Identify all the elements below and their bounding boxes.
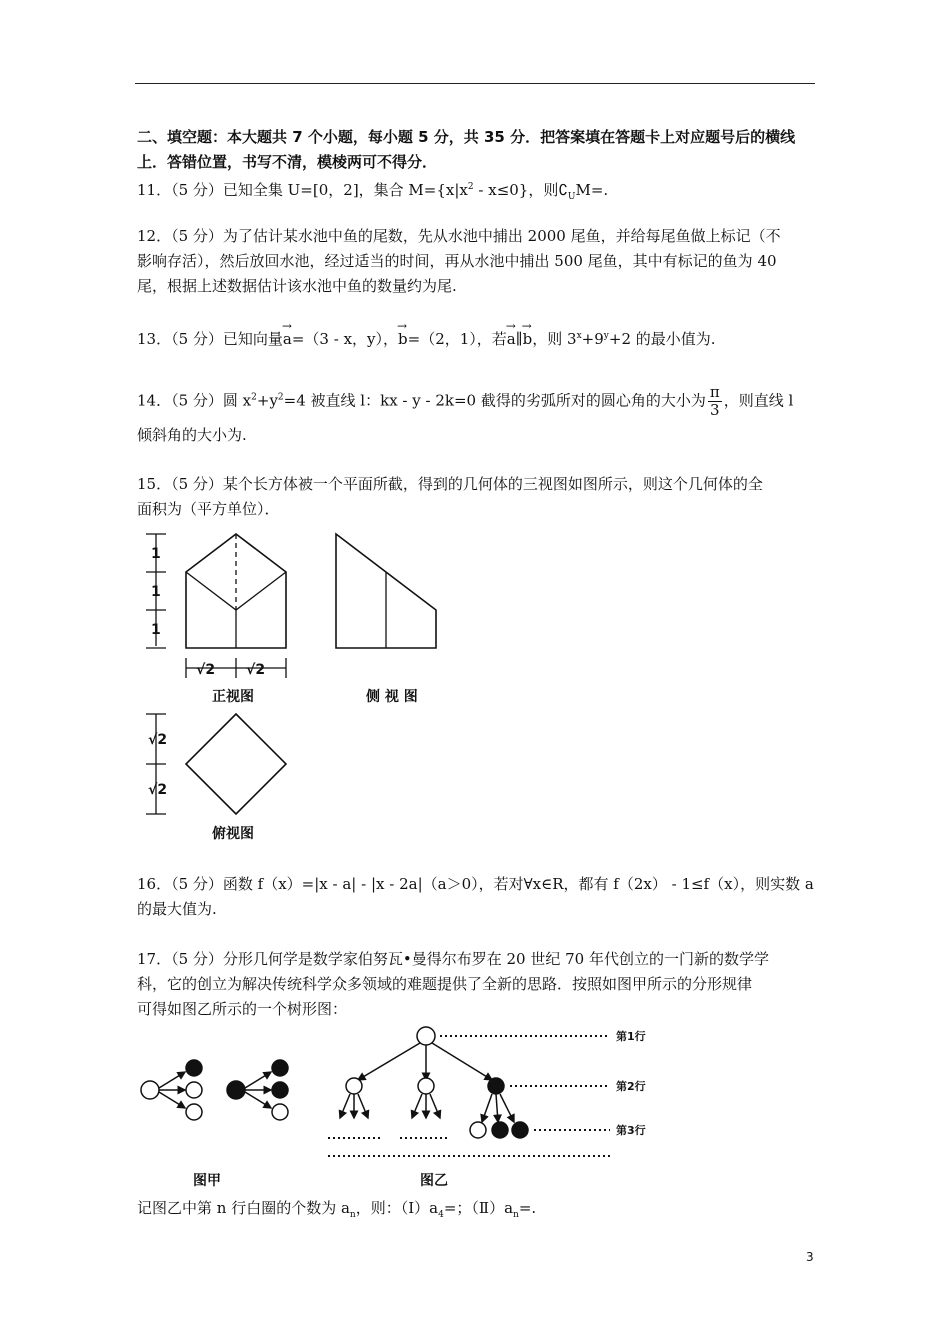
question-14: 14．（5 分）圆 $x^2+y^2=4$ 被直线 l：kx - y - 2k=0 截得的劣弧所对的圆心角的大小为 $\frac{\pi}{3}$ ，则直线 l 倾斜角的大小为.: [137, 383, 794, 444]
figure-a-label: 图甲: [193, 1173, 221, 1189]
question-12: 12．（5 分）为了估计某水池中鱼的尾数，先从水池中捕出 2000 尾鱼，并给每尾鱼做上标记（不 影响存活），然后放回水池，经过适当的时间，再从水池中捕出 500 尾鱼，其中有标记的鱼为 40 尾，根据上述数据估计该水池中鱼的数量约为尾.: [137, 227, 781, 295]
question-15: 15．（5 分）某个长方体被一个平面所截，得到的几何体的三视图如图所示，则这个几何体的全 面积为（平方单位）．: [137, 475, 763, 518]
pi-over-3-fraction: $\frac{\pi}{3}$: [709, 383, 720, 419]
top-view-label: 俯视图: [212, 826, 254, 842]
vector-b: → b: [398, 327, 408, 352]
fractal-figure: [130, 1022, 670, 1192]
figure-b-label: 图乙: [420, 1173, 448, 1189]
side-view-label: 侧 视 图: [366, 689, 418, 705]
dim-label: 1: [151, 546, 161, 562]
row-1-label: 第1行: [616, 1030, 646, 1043]
question-13: 13．（5 分）已知向量→ a=（3 - x，y），→ b=（2，1），若→ a∥→ b，则 $3^x+9^y+2$ 的最小值为.: [137, 324, 817, 352]
section-heading: 二、填空题：本大题共 7 个小题，每小题 5 分，共 35 分．把答案填在答题卡上对应题号后的横线 上．答错位置，书写不清，模棱两可不得分．: [137, 128, 796, 171]
dim-label: √2: [148, 732, 168, 748]
front-view-label: 正视图: [212, 689, 254, 705]
header-rule: [135, 83, 815, 84]
dim-label: √2: [148, 782, 168, 798]
question-17: 17．（5 分）分形几何学是数学家伯努瓦•曼得尔布罗在 20 世纪 70 年代创立的一门新的数学学 科，它的创立为解决传统科学众多领域的难题提供了全新的思路．按照如图甲所示的分形规律 可得如图乙所示的一个树形图：: [137, 950, 769, 1018]
page-number: 3: [806, 1250, 814, 1264]
row-2-label: 第2行: [616, 1080, 646, 1093]
question-16: 16．（5 分）函数 f（x）=|x - a| - |x - 2a|（a＞0），若对∀x∈R，都有 f（2x） - 1≤f（x），则实数 a 的最大值为.: [137, 875, 814, 918]
dim-label: √2: [246, 662, 266, 678]
question-11: 11．（5 分）已知全集 U=[0，2]，集合 $M=\{x|x^2 - x\le 0\}$，则$∁_UM=$.: [137, 181, 609, 202]
dim-label: 1: [151, 622, 161, 638]
row-3-label: 第3行: [616, 1124, 646, 1137]
dim-label: 1: [151, 584, 161, 600]
dim-label: √2: [196, 662, 216, 678]
vector-a: → a: [283, 327, 292, 352]
question-17-final: 记图乙中第 n 行白圈的个数为 $a_n$，则：$(Ⅰ)a_4=$；$(Ⅱ)a_n=$.: [137, 1199, 537, 1220]
